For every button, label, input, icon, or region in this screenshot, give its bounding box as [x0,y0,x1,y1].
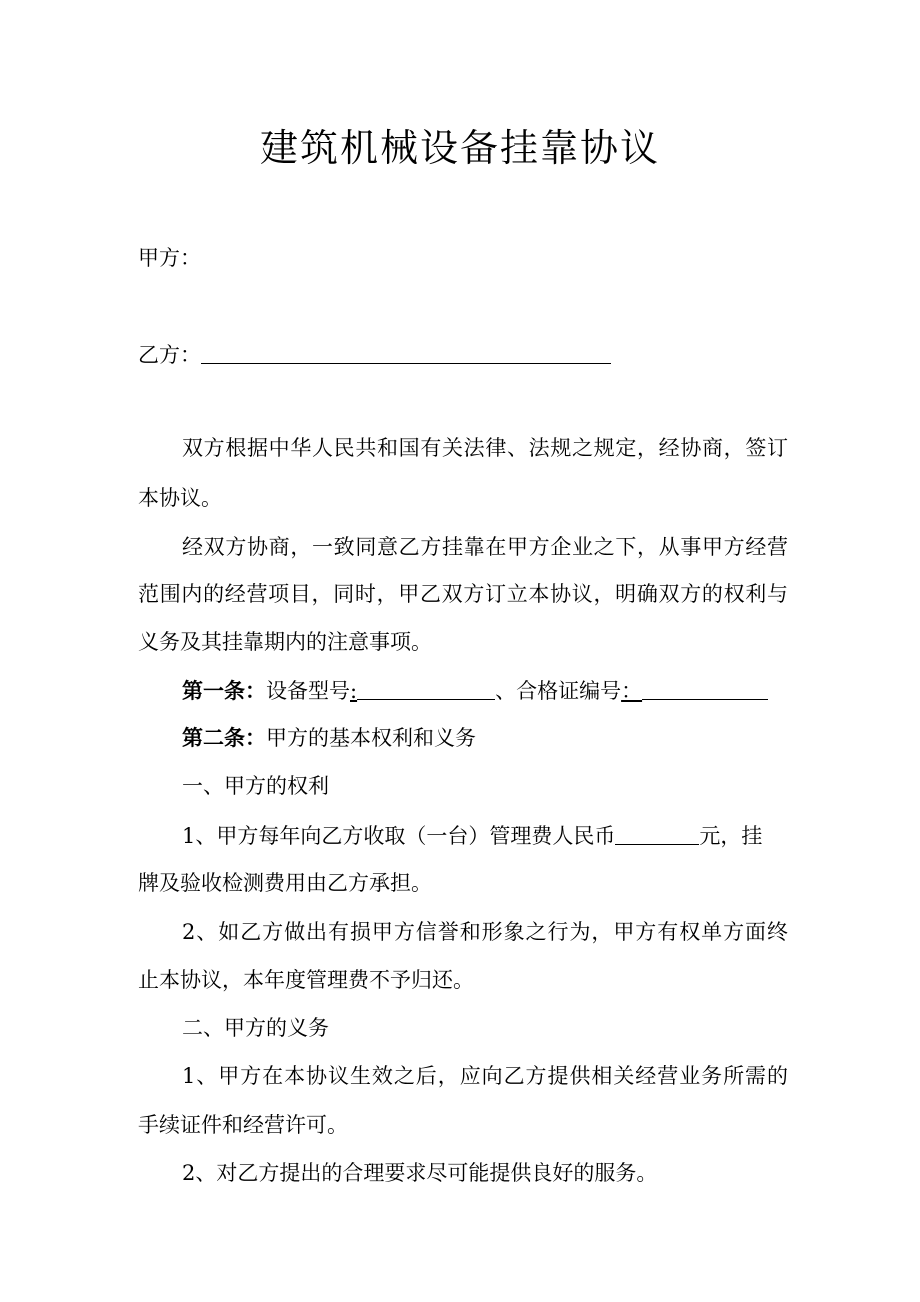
duty1-line1: 1、甲方在本协议生效之后，应向乙方提供相关经营业务所需的 [182,1064,788,1088]
management-fee-blank [615,822,699,845]
article2-line [182,723,788,753]
section2-heading: 二、甲方的义务 [182,1016,329,1040]
certificate-number-blank [642,677,768,700]
item1-line1 [182,820,788,851]
section1-heading: 一、甲方的权利 [182,774,329,798]
article1-model-label: 设备型号 [266,679,350,703]
para2-line3: 义务及其挂靠期内的注意事项。 [138,630,432,654]
duty2-line1: 2、对乙方提出的合理要求尽可能提供良好的服务。 [182,1161,658,1185]
party-b-line [138,339,788,370]
party-b-label: 乙方： [138,343,201,367]
document-title: 建筑机械设备挂靠协议 [259,126,660,170]
duty1-line2: 手续证件和经营许可。 [138,1113,348,1137]
party-a-label: 甲方： [138,246,201,270]
item2-line1: 2、如乙方做出有损甲方信誉和形象之行为，甲方有权单方面终 [182,920,788,944]
para2-line2: 范围内的经营项目，同时，甲乙双方订立本协议，明确双方的权利与 [138,582,788,606]
para2-line1: 经双方协商，一致同意乙方挂靠在甲方企业之下，从事甲方经营 [182,535,788,559]
equipment-model-blank [357,677,495,700]
article2-text: 甲方的基本权利和义务 [266,726,476,750]
article2-label: 第二条： [182,725,266,750]
party-b-blank [201,341,611,364]
item1-line2: 牌及验收检测费用由乙方承担。 [138,871,432,895]
article1-cert-label: 、合格证编号 [495,679,622,703]
para1-line2: 本协议。 [138,486,222,510]
article1-label: 第一条： [182,678,266,703]
item1-text-b: 元，挂 [699,824,763,848]
item1-text-a: 1、甲方每年向乙方收取（一台）管理费人民币 [182,824,616,848]
party-a-line [138,243,788,273]
article1-line [182,675,788,706]
para1-line1: 双方根据中华人民共和国有关法律、法规之规定，经协商，签订 [182,436,788,460]
article1-model-colon: : [350,679,358,703]
item2-line2: 止本协议，本年度管理费不予归还。 [138,968,474,992]
article1-cert-colon: ： [621,679,643,703]
